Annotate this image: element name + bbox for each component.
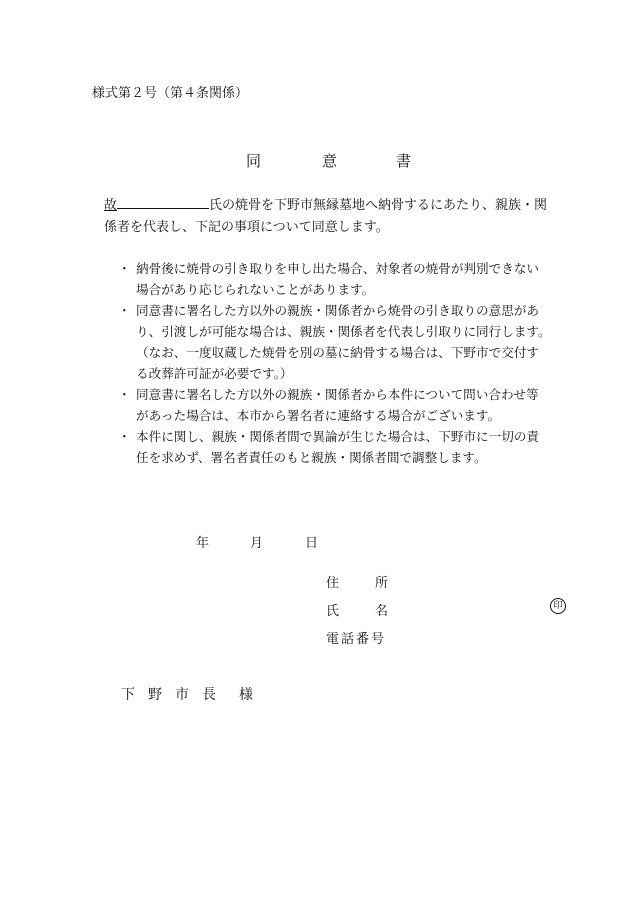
item-2-line-4: る改葬許可証が必要です。） [136, 366, 293, 381]
item-2-line-1: 同意書に署名した方以外の親族・関係者から焼骨の引き取りの意思があ [136, 303, 539, 318]
deceased-name-blank[interactable] [117, 194, 209, 209]
date-year-label: 年 [196, 536, 210, 551]
item-2-line-2: り、引渡しが可能な場合は、親族・関係者を代表し引取りに同行します。 [136, 324, 551, 339]
document-title-char-2: 意 [322, 152, 338, 170]
name-label: 氏 名 [326, 604, 389, 619]
intro-line-2: 係者を代表し、下記の事項について同意します。 [104, 220, 389, 235]
date-day-label: 日 [305, 536, 319, 551]
phone-label: 電 話 番 号 [326, 632, 385, 647]
consent-item [118, 384, 586, 426]
consent-items [118, 258, 586, 468]
item-3-line-2: があった場合は、本市から署名者に連絡する場合がございます。 [136, 408, 501, 423]
consent-item [118, 300, 586, 384]
item-3-line-1: 同意書に署名した方以外の親族・関係者から本件について問い合わせ等 [136, 387, 539, 402]
intro-paragraph [104, 194, 584, 239]
item-4-line-2: 任を求めず、署名者責任のもと親族・関係者間で調整します。 [136, 450, 487, 465]
item-1-line-1: 納骨後に焼骨の引き取りを申し出た場合、対象者の焼骨が判別できない [136, 261, 539, 276]
intro-line-1: 氏の焼骨を下野市無縁墓地へ納骨するにあたり、親族・関 [209, 198, 548, 213]
form-number: 様式第２号（第４条関係） [92, 86, 249, 101]
bullet-mark: ・ [118, 261, 131, 276]
date-month-label: 月 [250, 536, 264, 551]
bullet-mark: ・ [118, 387, 131, 402]
consent-item [118, 426, 586, 468]
addressee: 下 野 市 長 様 [121, 687, 253, 703]
seal-mark: 印 [550, 598, 566, 614]
intro-prefix: 故 [104, 198, 118, 213]
item-4-line-1: 本件に関し、親族・関係者間で異論が生じた場合は、下野市に一切の責 [136, 429, 539, 444]
bullet-mark: ・ [118, 303, 131, 318]
document-title-char-1: 同 [246, 152, 262, 170]
address-label: 住 所 [326, 576, 389, 591]
item-2-line-3: （なお、一度収蔵した焼骨を別の墓に納骨する場合は、下野市で交付す [136, 345, 539, 360]
consent-item [118, 258, 586, 300]
document-title-char-3: 書 [396, 152, 412, 170]
bullet-mark: ・ [118, 429, 131, 444]
item-1-line-2: 場合があり応じられないことがあります。 [136, 282, 375, 297]
